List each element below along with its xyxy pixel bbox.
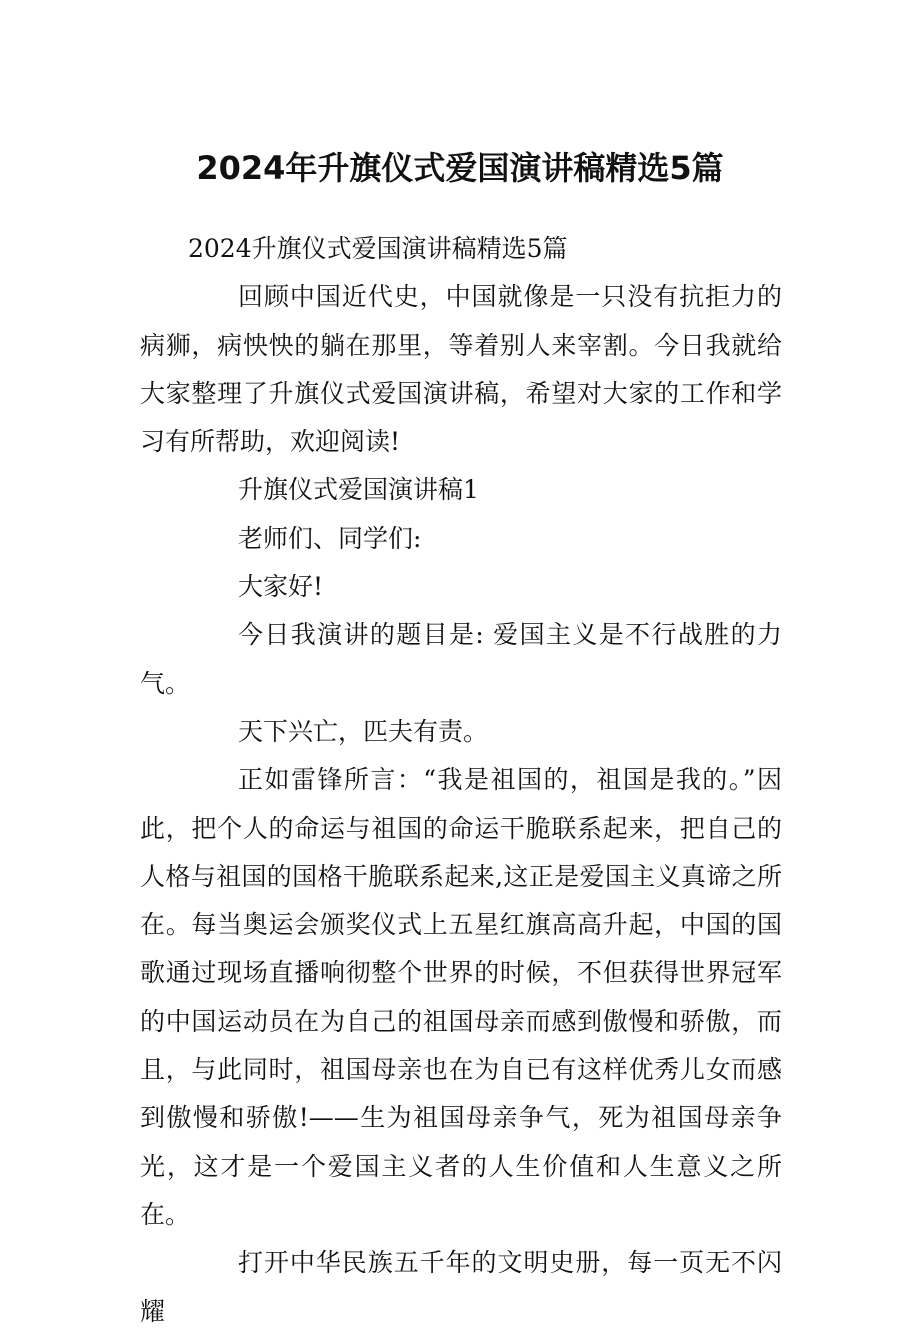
- document-title: 2024年升旗仪式爱国演讲稿精选5篇: [196, 149, 724, 187]
- section-heading: 升旗仪式爱国演讲稿1: [238, 475, 479, 505]
- document-body: [140, 225, 782, 1336]
- intro-paragraph: 回顾中国近代史，中国就像是一只没有抗拒力的病狮，病怏怏的躺在那里，等着别人来宰割。今日我就给大家整理了升旗仪式爱国演讲稿，希望对大家的工作和学习有所帮助，欢迎阅读!: [140, 282, 782, 457]
- subtitle-paragraph: 2024升旗仪式爱国演讲稿精选5篇: [188, 234, 568, 263]
- closing-paragraph: 打开中华民族五千年的文明史册，每一页无不闪耀: [140, 1248, 782, 1326]
- greeting-paragraph: 大家好!: [238, 572, 324, 602]
- topic-paragraph: 今日我演讲的题目是: 爱国主义是不行战胜的力气。: [140, 620, 782, 698]
- body-paragraph: 正如雷锋所言：“我是祖国的，祖国是我的。”因此，把个人的命运与祖国的命运干脆联系起来，把自己的人格与祖国的国格干脆联系起来,这正是爱国主义真谛之所在。每当奥运会颁奖仪式上五星红旗高高升起，中国的国歌通过现场直播响彻整个世界的时候，不但获得世界冠军的中国运动员在为自己的祖国母亲而感到傲慢和骄傲，而且，与此同时，祖国母亲也在为自已有这样优秀儿女而感到傲慢和骄傲!——生为祖国母亲争气，死为祖国母亲争光，这才是一个爱国主义者的人生价值和人生意义之所在。: [140, 765, 782, 1229]
- salutation-paragraph: 老师们、同学们:: [238, 523, 422, 553]
- quote-paragraph: 天下兴亡，匹夫有责。: [238, 716, 489, 746]
